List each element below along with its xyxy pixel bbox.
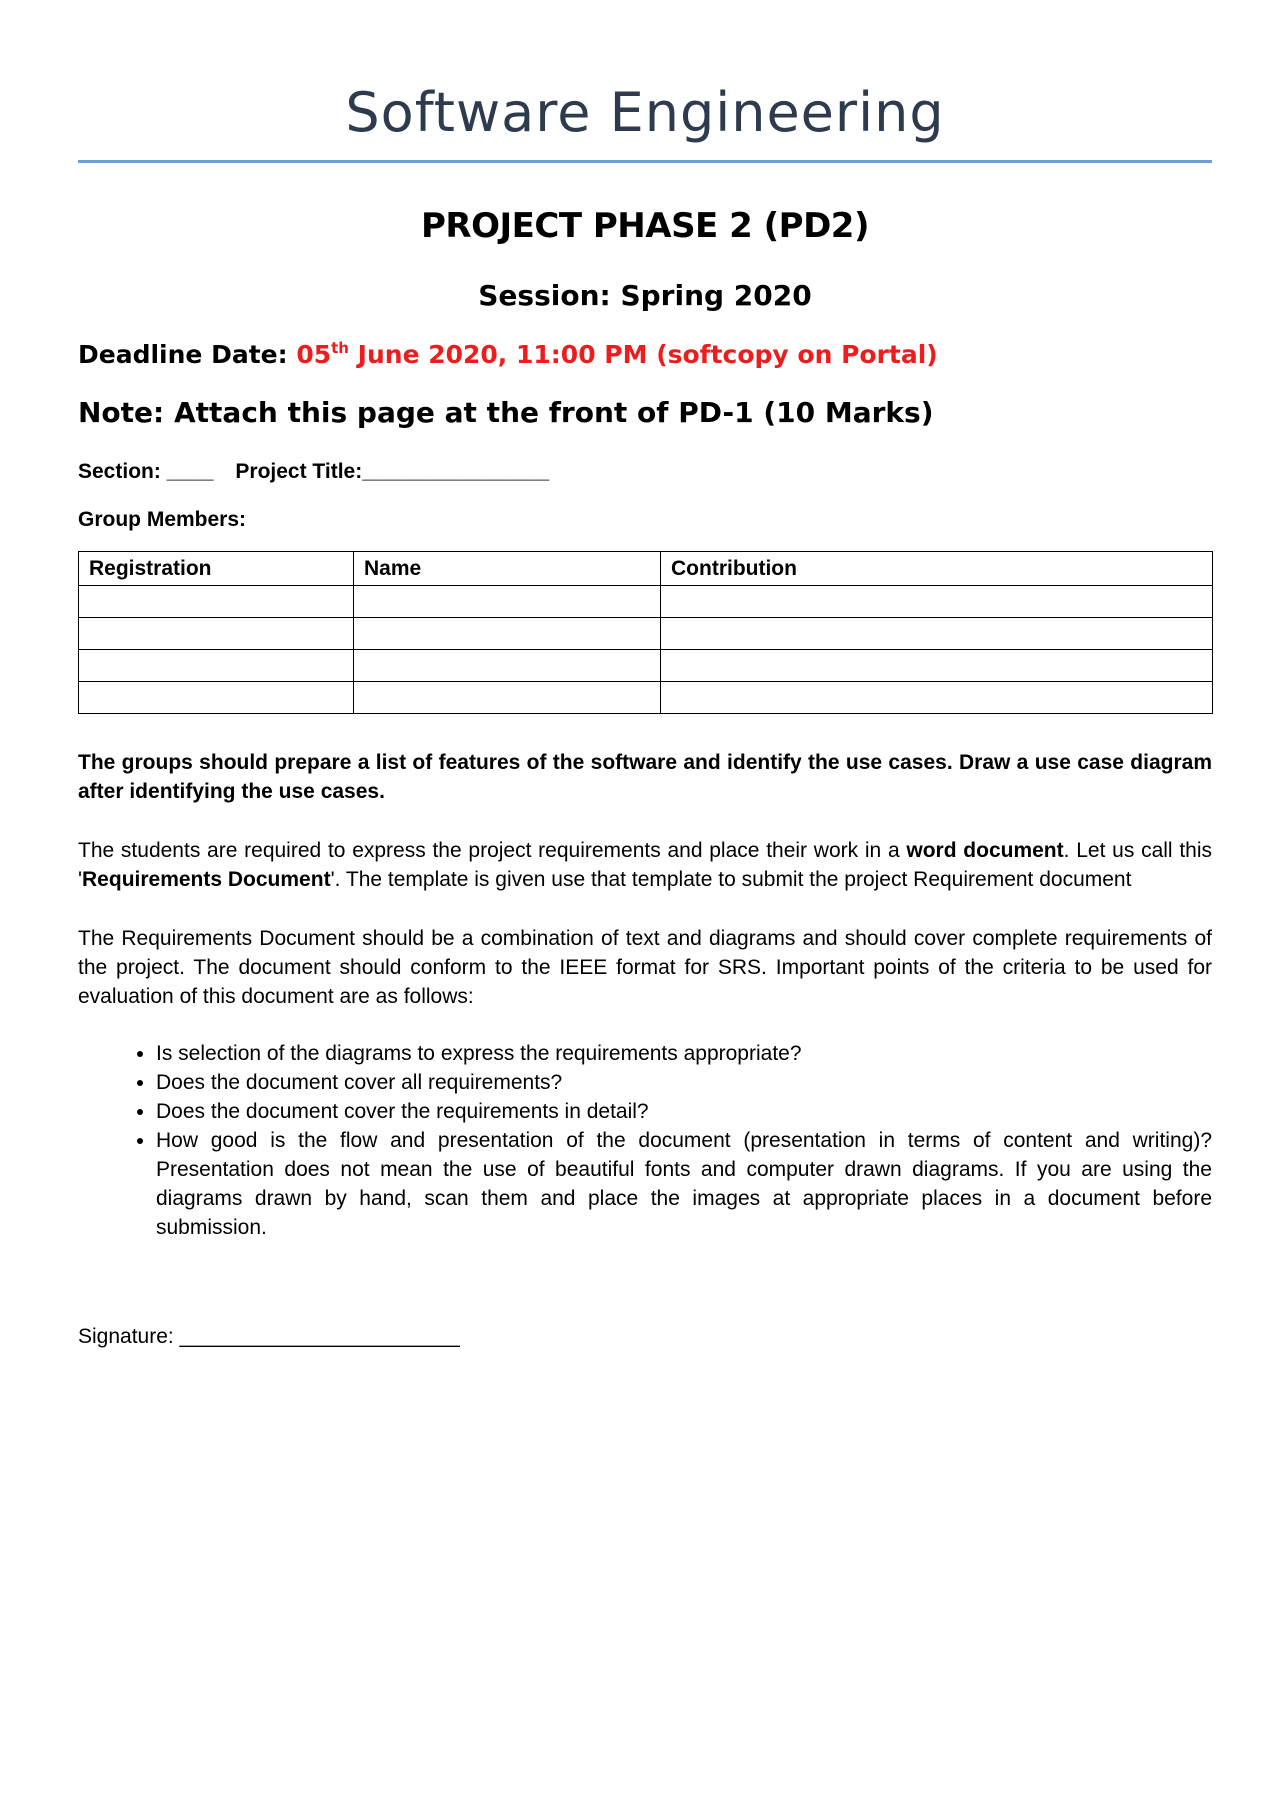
signature-line: Signature: ________________________ — [78, 1325, 460, 1348]
criteria-list — [78, 1039, 1212, 1242]
group-members-label: Group Members: — [78, 508, 247, 531]
table-cell — [661, 618, 1213, 650]
list-item: • Does the document cover all requirements? — [156, 1068, 1212, 1097]
para1-part3: '. The template is given use that template to submit the project Requirement document — [330, 868, 1132, 891]
para1-part1: The students are required to express the project requirements and place their work in a — [78, 839, 907, 862]
table-cell — [661, 586, 1213, 618]
deadline-day: 05 — [296, 340, 332, 369]
document-page — [78, 0, 1212, 1352]
deadline-label: Deadline Date: — [78, 340, 297, 369]
para1-bold-word-document: word document — [906, 839, 1064, 862]
table-cell — [661, 650, 1213, 682]
header-contribution: Contribution — [661, 552, 1213, 586]
project-title-field: Project Title:________________ — [235, 460, 550, 483]
requirements-paragraph — [78, 836, 1212, 894]
instruction-paragraph: The groups should prepare a list of features of the software and identify the use cases. Draw a use case diagram after identifying the use cases. — [78, 751, 1212, 803]
header-name: Name — [354, 552, 661, 586]
title-divider — [78, 160, 1212, 163]
table-cell — [354, 618, 661, 650]
table-cell — [354, 650, 661, 682]
table-row — [79, 618, 1213, 650]
para1-bold-requirements-document: Requirements Document — [82, 868, 331, 891]
header-registration: Registration — [79, 552, 354, 586]
deadline-value — [296, 340, 937, 369]
table-cell — [79, 650, 354, 682]
section-field: Section: ____ — [78, 460, 214, 483]
criteria-intro-paragraph: The Requirements Document should be a combination of text and diagrams and should cover complete requirements of the project. The document should conform to the IEEE format for SRS. Important points of the criteria to be used for evaluation of this document are as follows: — [78, 927, 1212, 1008]
table-row — [79, 586, 1213, 618]
table-cell — [79, 618, 354, 650]
deadline-line — [78, 337, 1212, 373]
group-members-table — [78, 551, 1213, 714]
document-title: Software Engineering — [345, 81, 945, 144]
list-item: • Is selection of the diagrams to express the requirements appropriate? — [156, 1039, 1212, 1068]
table-cell — [79, 586, 354, 618]
session-heading: Session: Spring 2020 — [478, 279, 812, 312]
table-cell — [354, 682, 661, 714]
form-fields — [78, 457, 1212, 487]
list-item: • How good is the flow and presentation of the document (presentation in terms of content and writing)? Presentation does not mean the use of beautiful fonts and computer drawn diagrams. If you are using the diagrams drawn by hand, scan them and place the images at appropriate places in a document before submission. — [156, 1126, 1212, 1242]
phase-heading: PROJECT PHASE 2 (PD2) — [421, 206, 869, 246]
table-row — [79, 682, 1213, 714]
table-row — [79, 650, 1213, 682]
deadline-rest: June 2020, 11:00 PM (softcopy on Portal) — [348, 340, 938, 369]
note-heading: Note: Attach this page at the front of PD-1 (10 Marks) — [78, 396, 934, 429]
table-cell — [661, 682, 1213, 714]
table-cell — [354, 586, 661, 618]
table-cell — [79, 682, 354, 714]
para1-part2: . Let us call this ' — [78, 839, 1213, 891]
table-header-row — [79, 552, 1213, 586]
list-item: • Does the document cover the requirements in detail? — [156, 1097, 1212, 1126]
deadline-day-suffix: th — [331, 339, 349, 357]
